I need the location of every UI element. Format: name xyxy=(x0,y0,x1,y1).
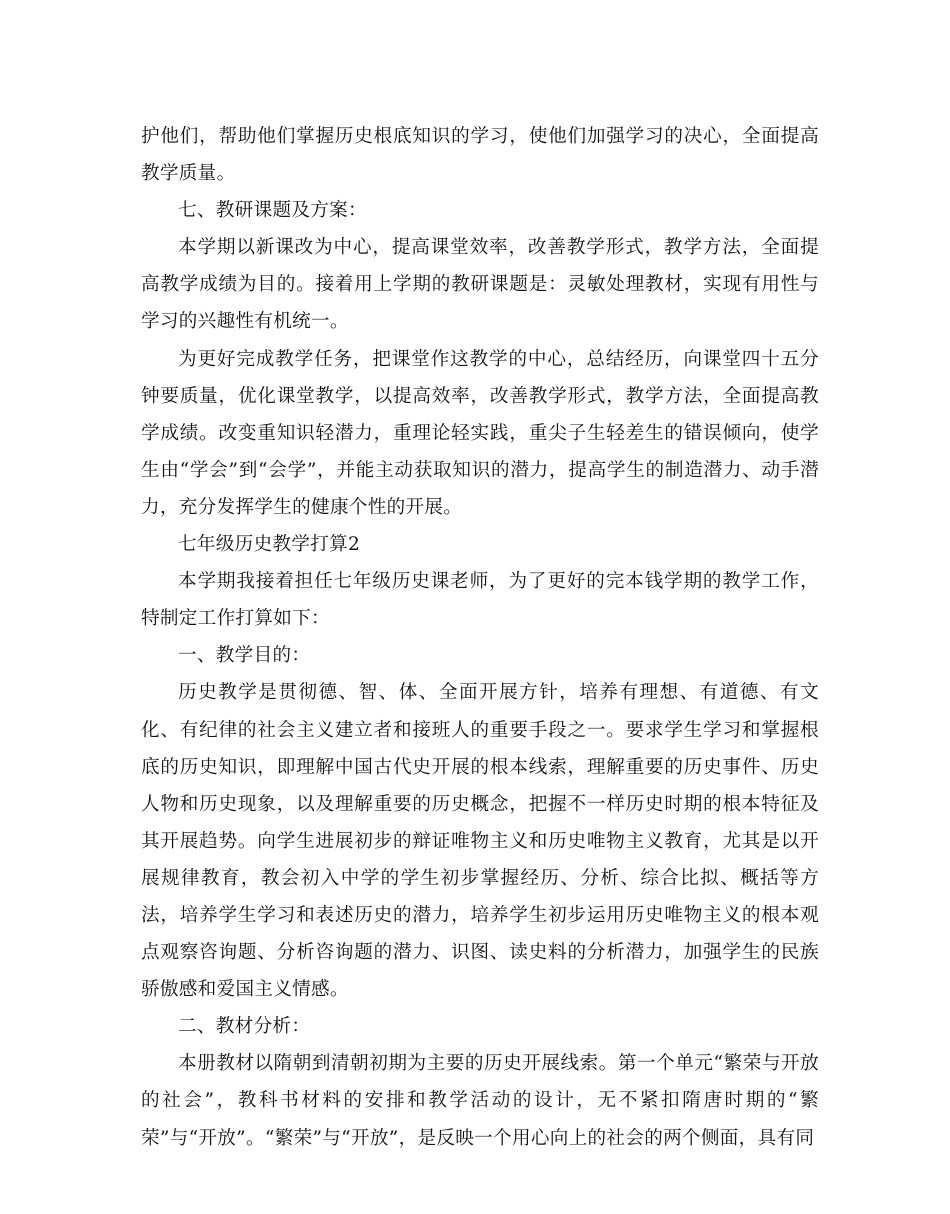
paragraph: 本学期我接着担任七年级历史课老师，为了更好的完本钱学期的教学工作，特制定工作打算如下： xyxy=(141,571,819,630)
document-title: 七年级历史教学打算2 xyxy=(178,534,361,556)
section-heading: 二、教材分析： xyxy=(178,1016,311,1038)
section-heading: 一、教学目的： xyxy=(178,645,311,667)
paragraph: 历史教学是贯彻德、智、体、全面开展方针，培养有理想、有道德、有文化、有纪律的社会主义建立者和接班人的重要手段之一。要求学生学习和掌握根底的历史知识，即理解中国古代史开展的根本线索，理解重要的历史事件、历史人物和历史现象，以及理解重要的历史概念，把握不一样历史时期的根本特征及其开展趋势。向学生进展初步的辩证唯物主义和历史唯物主义教育，尤其是以开展规律教育，教会初入中学的学生初步掌握经历、分析、综合比拟、概括等方法，培养学生学习和表述历史的潜力，培养学生初步运用历史唯物主义的根本观点观察咨询题、分析咨询题的潜力、识图、读史料的分析潜力，加强学生的民族骄傲感和爱国主义情感。 xyxy=(141,682,819,1001)
paragraph: 护他们，帮助他们掌握历史根底知识的学习，使他们加强学习的决心，全面提高教学质量。 xyxy=(141,126,819,185)
section-heading: 七、教研课题及方案： xyxy=(178,200,367,222)
paragraph: 本学期以新课改为中心，提高课堂效率，改善教学形式，教学方法，全面提高教学成绩为目的。接着用上学期的教研课题是：灵敏处理教材，实现有用性与学习的兴趣性有机统一。 xyxy=(141,237,819,333)
paragraph: 本册教材以隋朝到清朝初期为主要的历史开展线索。第一个单元“繁荣与开放的社会”，教科书材料的安排和教学活动的设计，无不紧扣隋唐时期的“繁荣”与“开放”。“繁荣”与“开放”，是反映一个用心向上的社会的两个侧面，具有同 xyxy=(141,1053,819,1149)
paragraph: 为更好完成教学任务，把课堂作这教学的中心，总结经历，向课堂四十五分钟要质量，优化课堂教学，以提高效率，改善教学形式，教学方法，全面提高教学成绩。改变重知识轻潜力，重理论轻实践，重尖子生轻差生的错误倾向，使学生由“学会”到“会学”，并能主动获取知识的潜力，提高学生的制造潜力、动手潜力，充分发挥学生的健康个性的开展。 xyxy=(141,348,819,518)
document-body xyxy=(141,118,819,1157)
